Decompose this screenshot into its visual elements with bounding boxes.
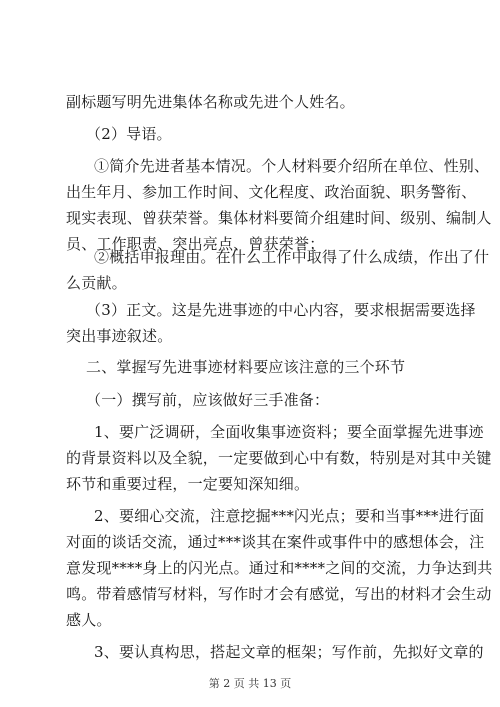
text-line: 员、工作职责、突出亮点、曾获荣誉； [66, 235, 325, 253]
text-line: 3、要认真构思，搭起文章的框架；写作前，先拟好文章的 [94, 643, 484, 661]
text-line: 现实表现、曾获荣誉。集体材料要简介组建时间、级别、编制人 [66, 209, 492, 227]
text-line: 环节和重要过程，一定要知深知细。 [66, 475, 310, 493]
text-line: 意发现****身上的闪光点。通过和****之间的交流，力争达到共 [66, 559, 493, 577]
text-line: 突出事迹叙述。 [66, 327, 173, 345]
text-line: ②概括申报理由。在什么工作中取得了什么成绩，作出了什 [94, 248, 490, 266]
text-line: （一）撰写前，应该做好三手准备： [86, 391, 330, 409]
text-line: 鸣。带着感情写材料，写作时才会有感觉，写出的材料才会生动 [66, 585, 492, 603]
text-line: 感人。 [66, 611, 112, 629]
text-line: 对面的谈话交流，通过***谈其在案件或事件中的感想体会，注 [66, 533, 485, 551]
page-number-footer: 第 2 页 共 13 页 [208, 677, 292, 690]
text-line: 二、掌握写先进事迹材料要应该注意的三个环节 [86, 358, 406, 376]
text-line: （2）导语。 [86, 125, 172, 143]
text-line: 出生年月、参加工作时间、文化程度、政治面貌、职务警衔、 [66, 183, 477, 201]
text-line: 副标题写明先进集体名称或先进个人姓名。 [66, 93, 355, 111]
text-line: 的背景资料以及全貌，一定要做到心中有数，特别是对其中关键 [66, 449, 492, 467]
text-line: ①简介先进者基本情况。个人材料要介绍所在单位、性别、 [94, 157, 490, 175]
text-line: 么贡献。 [66, 274, 127, 292]
text-line: 2、要细心交流，注意挖掘***闪光点；要和当事***进行面 [94, 507, 485, 525]
text-line: 1、要广泛调研，全面收集事迹资料；要全面掌握先进事迹 [94, 423, 484, 441]
text-line: （3）正文。这是先进事迹的中心内容，要求根据需要选择 [86, 301, 476, 319]
